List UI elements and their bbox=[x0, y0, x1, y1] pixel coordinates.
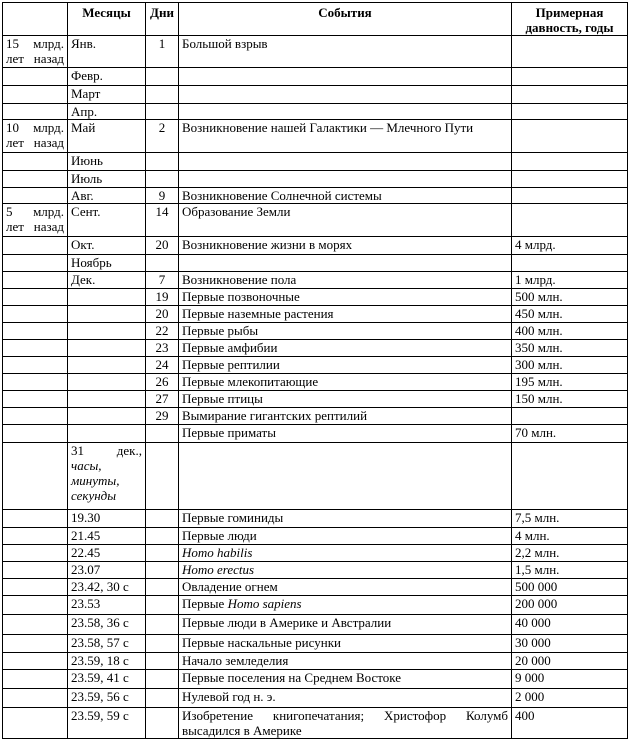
cell-age bbox=[512, 204, 628, 237]
cell-day: 22 bbox=[146, 323, 179, 340]
cell-period bbox=[3, 86, 68, 104]
cell-age: 7,5 млн. bbox=[512, 510, 628, 528]
cell-day bbox=[146, 68, 179, 86]
cell-event: Homo habilis bbox=[179, 545, 512, 562]
cell-age bbox=[512, 68, 628, 86]
month-line-date: 31 дек., bbox=[71, 443, 142, 458]
table-row bbox=[3, 635, 628, 653]
cell-age: 1 млрд. bbox=[512, 272, 628, 289]
cell-month: 23.59, 56 с bbox=[68, 689, 146, 708]
cell-event: Первые амфибии bbox=[179, 340, 512, 357]
cell-month: Июль bbox=[68, 171, 146, 188]
table-row bbox=[3, 171, 628, 188]
cell-month: 23.59, 41 с bbox=[68, 670, 146, 689]
cell-day bbox=[146, 153, 179, 171]
month-line-unit: минуты, bbox=[71, 473, 120, 488]
cell-age: 4 млн. bbox=[512, 528, 628, 545]
cell-period: 15 млрд. лет назад bbox=[3, 36, 68, 68]
table-row bbox=[3, 36, 628, 68]
cell-day: 29 bbox=[146, 408, 179, 425]
cell-day: 2 bbox=[146, 120, 179, 153]
cell-period bbox=[3, 340, 68, 357]
cell-month bbox=[68, 443, 146, 510]
cell-month: 23.42, 30 с bbox=[68, 579, 146, 596]
cell-month: Янв. bbox=[68, 36, 146, 68]
cell-day: 7 bbox=[146, 272, 179, 289]
cell-day bbox=[146, 562, 179, 579]
table-row bbox=[3, 86, 628, 104]
cell-day bbox=[146, 171, 179, 188]
cell-period bbox=[3, 374, 68, 391]
cell-period bbox=[3, 171, 68, 188]
cell-month: 21.45 bbox=[68, 528, 146, 545]
cell-event: Возникновение пола bbox=[179, 272, 512, 289]
cell-period bbox=[3, 323, 68, 340]
cell-event: Первые млекопитающие bbox=[179, 374, 512, 391]
cell-day bbox=[146, 615, 179, 635]
table-row bbox=[3, 391, 628, 408]
cell-age bbox=[512, 171, 628, 188]
header-months: Месяцы bbox=[68, 3, 146, 36]
cell-age: 4 млрд. bbox=[512, 237, 628, 255]
cell-event: Возникновение Солнечной системы bbox=[179, 188, 512, 204]
cell-age: 200 000 bbox=[512, 596, 628, 615]
cell-age: 70 млн. bbox=[512, 425, 628, 443]
cell-month: Май bbox=[68, 120, 146, 153]
table-row bbox=[3, 357, 628, 374]
cell-age bbox=[512, 120, 628, 153]
cell-event: Первые гоминиды bbox=[179, 510, 512, 528]
cell-event bbox=[179, 171, 512, 188]
header-period bbox=[3, 3, 68, 36]
table-row bbox=[3, 188, 628, 204]
cell-day bbox=[146, 670, 179, 689]
header-days: Дни bbox=[146, 3, 179, 36]
cell-age bbox=[512, 255, 628, 272]
cell-month: 19.30 bbox=[68, 510, 146, 528]
cell-period bbox=[3, 545, 68, 562]
cell-month: Окт. bbox=[68, 237, 146, 255]
cell-age: 500 000 bbox=[512, 579, 628, 596]
event-species: Homo sapiens bbox=[227, 596, 302, 611]
table-row bbox=[3, 272, 628, 289]
cell-event: Начало земледелия bbox=[179, 653, 512, 670]
cell-day: 24 bbox=[146, 357, 179, 374]
cell-period bbox=[3, 237, 68, 255]
cell-period bbox=[3, 579, 68, 596]
cell-age bbox=[512, 86, 628, 104]
cell-period bbox=[3, 689, 68, 708]
cell-day: 20 bbox=[146, 306, 179, 323]
cell-event: Изобретение книгопечатания; Христофор Колумб высадился в Америке bbox=[179, 708, 512, 739]
cell-day bbox=[146, 104, 179, 120]
cell-event: Первые люди bbox=[179, 528, 512, 545]
table-row bbox=[3, 510, 628, 528]
cell-age: 195 млн. bbox=[512, 374, 628, 391]
cell-event: Первые наскальные рисунки bbox=[179, 635, 512, 653]
cell-event bbox=[179, 104, 512, 120]
table-row bbox=[3, 615, 628, 635]
cell-period bbox=[3, 635, 68, 653]
cell-age bbox=[512, 153, 628, 171]
cell-event bbox=[179, 86, 512, 104]
cell-day bbox=[146, 510, 179, 528]
table-row bbox=[3, 289, 628, 306]
cell-day bbox=[146, 528, 179, 545]
cell-month bbox=[68, 306, 146, 323]
cell-period bbox=[3, 357, 68, 374]
cell-event: Первые позвоночные bbox=[179, 289, 512, 306]
cell-period bbox=[3, 670, 68, 689]
table-row bbox=[3, 689, 628, 708]
cell-event: Первые люди в Америке и Австралии bbox=[179, 615, 512, 635]
cell-month: Сент. bbox=[68, 204, 146, 237]
cell-day bbox=[146, 425, 179, 443]
cell-day: 27 bbox=[146, 391, 179, 408]
cell-day bbox=[146, 545, 179, 562]
cell-event bbox=[179, 153, 512, 171]
cell-day: 14 bbox=[146, 204, 179, 237]
table-row bbox=[3, 653, 628, 670]
table-row bbox=[3, 670, 628, 689]
cell-event: Овладение огнем bbox=[179, 579, 512, 596]
cell-age bbox=[512, 104, 628, 120]
cell-month: 23.59, 59 с bbox=[68, 708, 146, 739]
table-row bbox=[3, 68, 628, 86]
cell-event: Первые поселения на Среднем Востоке bbox=[179, 670, 512, 689]
cell-age: 2 000 bbox=[512, 689, 628, 708]
cell-month: Февр. bbox=[68, 68, 146, 86]
cell-period bbox=[3, 272, 68, 289]
cell-month: 23.58, 36 с bbox=[68, 615, 146, 635]
cell-event: Возникновение нашей Галактики — Млечного Пути bbox=[179, 120, 512, 153]
cell-age: 40 000 bbox=[512, 615, 628, 635]
cell-month: Авг. bbox=[68, 188, 146, 204]
cell-month: Дек. bbox=[68, 272, 146, 289]
cell-day: 19 bbox=[146, 289, 179, 306]
cell-period bbox=[3, 510, 68, 528]
cell-event: Первые рептилии bbox=[179, 357, 512, 374]
cell-period bbox=[3, 425, 68, 443]
table-row bbox=[3, 545, 628, 562]
header-row bbox=[3, 3, 628, 36]
cell-month bbox=[68, 374, 146, 391]
cell-age: 1,5 млн. bbox=[512, 562, 628, 579]
cell-month bbox=[68, 425, 146, 443]
event-text: Первые bbox=[182, 596, 228, 611]
cell-age: 2,2 млн. bbox=[512, 545, 628, 562]
cell-age: 300 млн. bbox=[512, 357, 628, 374]
cell-period bbox=[3, 408, 68, 425]
cell-age: 20 000 bbox=[512, 653, 628, 670]
cell-event bbox=[179, 596, 512, 615]
cell-event bbox=[179, 255, 512, 272]
cell-day: 1 bbox=[146, 36, 179, 68]
cell-period bbox=[3, 153, 68, 171]
cell-month: 22.45 bbox=[68, 545, 146, 562]
cell-age: 9 000 bbox=[512, 670, 628, 689]
table-row bbox=[3, 104, 628, 120]
cell-event: Большой взрыв bbox=[179, 36, 512, 68]
cell-period bbox=[3, 596, 68, 615]
cell-period: 5 млрд. лет назад bbox=[3, 204, 68, 237]
cell-age bbox=[512, 408, 628, 425]
cell-month bbox=[68, 408, 146, 425]
cell-age: 500 млн. bbox=[512, 289, 628, 306]
cell-period bbox=[3, 255, 68, 272]
cell-event bbox=[179, 443, 512, 510]
cell-month: Ноябрь bbox=[68, 255, 146, 272]
table-row bbox=[3, 528, 628, 545]
cell-day bbox=[146, 708, 179, 739]
cell-month: 23.59, 18 с bbox=[68, 653, 146, 670]
cell-period bbox=[3, 188, 68, 204]
month-line-unit: секунды bbox=[71, 488, 117, 503]
table-row bbox=[3, 579, 628, 596]
table-row bbox=[3, 596, 628, 615]
cell-day: 26 bbox=[146, 374, 179, 391]
header-age: Примерная давность, годы bbox=[512, 3, 628, 36]
cell-day bbox=[146, 255, 179, 272]
table-row bbox=[3, 237, 628, 255]
cell-period bbox=[3, 391, 68, 408]
cell-event: Первые птицы bbox=[179, 391, 512, 408]
cell-age: 350 млн. bbox=[512, 340, 628, 357]
cell-period: 10 млрд. лет назад bbox=[3, 120, 68, 153]
cell-month bbox=[68, 323, 146, 340]
cell-event: Первые приматы bbox=[179, 425, 512, 443]
table-row bbox=[3, 120, 628, 153]
cell-age: 400 bbox=[512, 708, 628, 739]
cell-age bbox=[512, 36, 628, 68]
table-row bbox=[3, 425, 628, 443]
cell-month bbox=[68, 289, 146, 306]
cell-month bbox=[68, 340, 146, 357]
cell-period bbox=[3, 68, 68, 86]
table-row bbox=[3, 153, 628, 171]
cell-day bbox=[146, 579, 179, 596]
cell-period bbox=[3, 104, 68, 120]
table-row bbox=[3, 306, 628, 323]
month-line-unit: часы, bbox=[71, 458, 102, 473]
table-row bbox=[3, 323, 628, 340]
cell-day bbox=[146, 689, 179, 708]
cosmic-calendar-table bbox=[2, 2, 628, 739]
table-row bbox=[3, 708, 628, 739]
cell-month: Апр. bbox=[68, 104, 146, 120]
cell-day bbox=[146, 86, 179, 104]
cell-age: 400 млн. bbox=[512, 323, 628, 340]
table-row bbox=[3, 340, 628, 357]
cell-day: 9 bbox=[146, 188, 179, 204]
table-row bbox=[3, 374, 628, 391]
table-row bbox=[3, 562, 628, 579]
cell-month bbox=[68, 357, 146, 374]
cell-event bbox=[179, 68, 512, 86]
cell-event: Вымирание гигантских рептилий bbox=[179, 408, 512, 425]
cell-month: 23.58, 57 с bbox=[68, 635, 146, 653]
table-row bbox=[3, 443, 628, 510]
cell-event: Нулевой год н. э. bbox=[179, 689, 512, 708]
cell-event: Возникновение жизни в морях bbox=[179, 237, 512, 255]
cell-age bbox=[512, 188, 628, 204]
header-events: События bbox=[179, 3, 512, 36]
cell-age: 30 000 bbox=[512, 635, 628, 653]
table-body bbox=[3, 36, 628, 739]
cell-day: 23 bbox=[146, 340, 179, 357]
cell-day bbox=[146, 653, 179, 670]
cell-age bbox=[512, 443, 628, 510]
cell-event: Первые рыбы bbox=[179, 323, 512, 340]
cell-period bbox=[3, 653, 68, 670]
cell-event: Homo erectus bbox=[179, 562, 512, 579]
cell-event: Первые наземные растения bbox=[179, 306, 512, 323]
cell-day bbox=[146, 443, 179, 510]
cell-period bbox=[3, 443, 68, 510]
table-row bbox=[3, 255, 628, 272]
cell-day bbox=[146, 596, 179, 615]
cell-age: 450 млн. bbox=[512, 306, 628, 323]
cell-day: 20 bbox=[146, 237, 179, 255]
cell-day bbox=[146, 635, 179, 653]
cell-month: 23.53 bbox=[68, 596, 146, 615]
cell-period bbox=[3, 528, 68, 545]
cell-month bbox=[68, 391, 146, 408]
cell-month: Июнь bbox=[68, 153, 146, 171]
table-row bbox=[3, 408, 628, 425]
cell-period bbox=[3, 615, 68, 635]
table-row bbox=[3, 204, 628, 237]
cell-age: 150 млн. bbox=[512, 391, 628, 408]
cell-month: Март bbox=[68, 86, 146, 104]
cell-period bbox=[3, 306, 68, 323]
cell-month: 23.07 bbox=[68, 562, 146, 579]
cell-period bbox=[3, 562, 68, 579]
cell-period bbox=[3, 289, 68, 306]
cell-event: Образование Земли bbox=[179, 204, 512, 237]
cell-period bbox=[3, 708, 68, 739]
